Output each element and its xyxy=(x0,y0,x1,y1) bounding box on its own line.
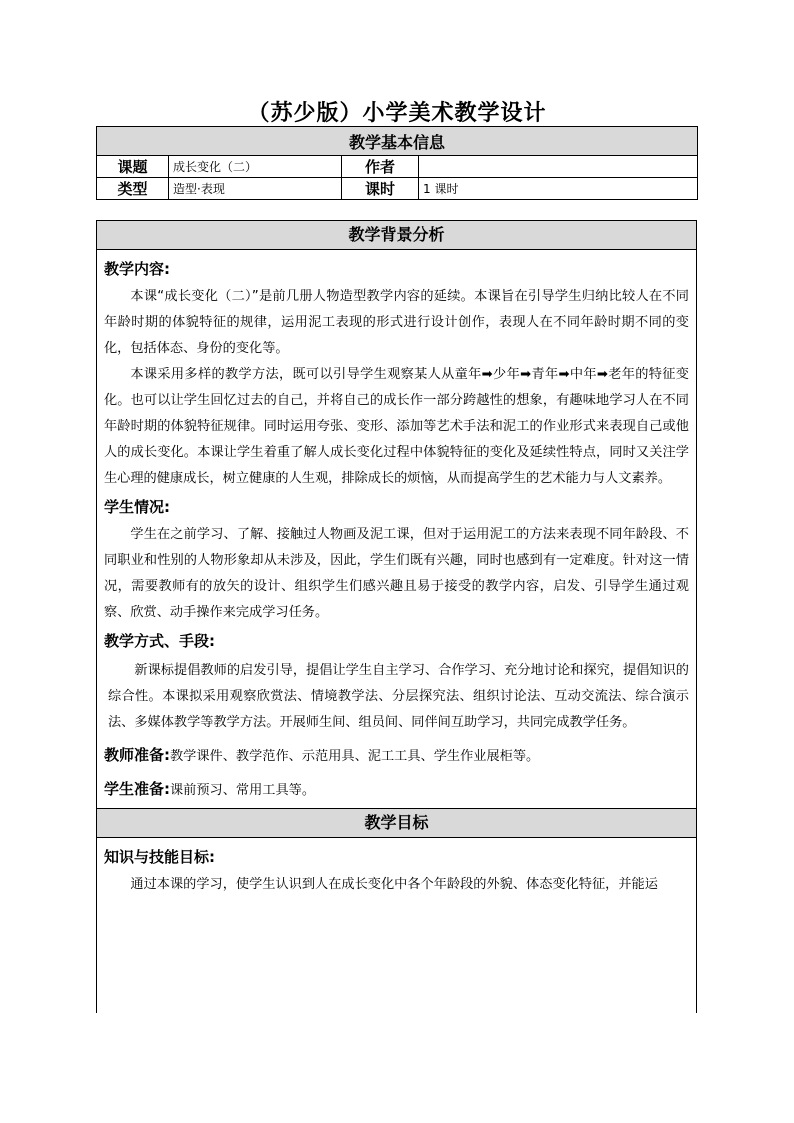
teaching-content-heading: 教学内容: xyxy=(104,260,170,278)
period-value: 1 课时 xyxy=(419,178,698,200)
student-preparation xyxy=(104,774,689,806)
background-analysis-header: 教学背景分析 xyxy=(97,221,696,250)
teaching-content-paragraph-1: 本课“成长变化（二）”是前几册人物造型教学内容的延续。本课旨在引导学生归纳比较人在不同年龄时期的体貌特征的规律，运用泥工表现的形式进行设计创作，表现人在不同年龄时期不同的变化，包括体态、身份的变化等。 xyxy=(104,289,689,356)
author-label: 作者 xyxy=(342,156,419,178)
student-prep-label: 学生准备: xyxy=(104,780,170,798)
teacher-prep-text: 教学课件、教学范作、示范用具、泥工工具、学生作业展柜等。 xyxy=(170,749,540,764)
student-prep-text: 课前预习、常用工具等。 xyxy=(170,783,316,798)
student-situation-heading: 学生情况: xyxy=(104,498,170,516)
document-title: （苏少版）小学美术教学设计 xyxy=(247,101,547,126)
period-label: 课时 xyxy=(342,178,419,200)
teacher-prep-label: 教师准备: xyxy=(104,746,170,764)
type-label: 类型 xyxy=(97,178,169,200)
author-value xyxy=(419,156,698,178)
objectives-header: 教学目标 xyxy=(97,808,696,838)
objectives-content xyxy=(97,838,696,898)
background-content xyxy=(97,250,696,806)
knowledge-skills-heading: 知识与技能目标: xyxy=(104,848,215,866)
background-analysis-box xyxy=(96,220,697,1013)
type-value: 造型·表现 xyxy=(169,178,342,200)
basic-info-table xyxy=(96,126,698,200)
knowledge-skills-paragraph: 通过本课的学习，使学生认识到人在成长变化中各个年龄段的外貌、体态变化特征，并能运 xyxy=(130,877,658,892)
topic-label: 课题 xyxy=(97,156,169,178)
topic-value: 成长变化（二） xyxy=(169,156,342,178)
basic-info-header: 教学基本信息 xyxy=(97,127,698,156)
teaching-methods-paragraph: 新课标提倡教师的启发引导，提倡让学生自主学习、合作学习、充分地讨论和探究，提倡知识的综合性。本课拟采用观察欣赏法、情境教学法、分层探究法、组织讨论法、互动交流法、综合演示法、多媒体教学等教学方法。开展师生间、组员间、同伴间互助学习，共同完成教学任务。 xyxy=(108,663,689,730)
teaching-methods-heading: 教学方式、手段: xyxy=(104,632,215,650)
student-situation-paragraph: 学生在之前学习、了解、接触过人物画及泥工课，但对于运用泥工的方法来表现不同年龄段、不同职业和性别的人物形象却从未涉及，因此，学生们既有兴趣，同时也感到有一定难度。针对这一情况，需要教师有的放矢的设计、组织学生们感兴趣且易于接受的教学内容，启发、引导学生通过观察、欣赏、动手操作来完成学习任务。 xyxy=(104,527,689,620)
teaching-content-paragraph-2: 本课采用多样的教学方法，既可以引导学生观察某人从童年➡少年➡青年➡中年➡老年的特征变化。也可以让学生回忆过去的自己，并将自己的成长作一部分跨越性的想象，有趣味地学习人在不同年龄时期的体貌特征规律。同时运用夸张、变形、添加等艺术手法和泥工的作业形式来表现自己或他人的成长变化。本课让学生着重了解人成长变化过程中体貌特征的变化及延续性特点，同时又关注学生心理的健康成长，树立健康的人生观，排除成长的烦恼，从而提高学生的艺术能力与人文素养。 xyxy=(104,367,689,486)
teacher-preparation xyxy=(104,740,689,772)
